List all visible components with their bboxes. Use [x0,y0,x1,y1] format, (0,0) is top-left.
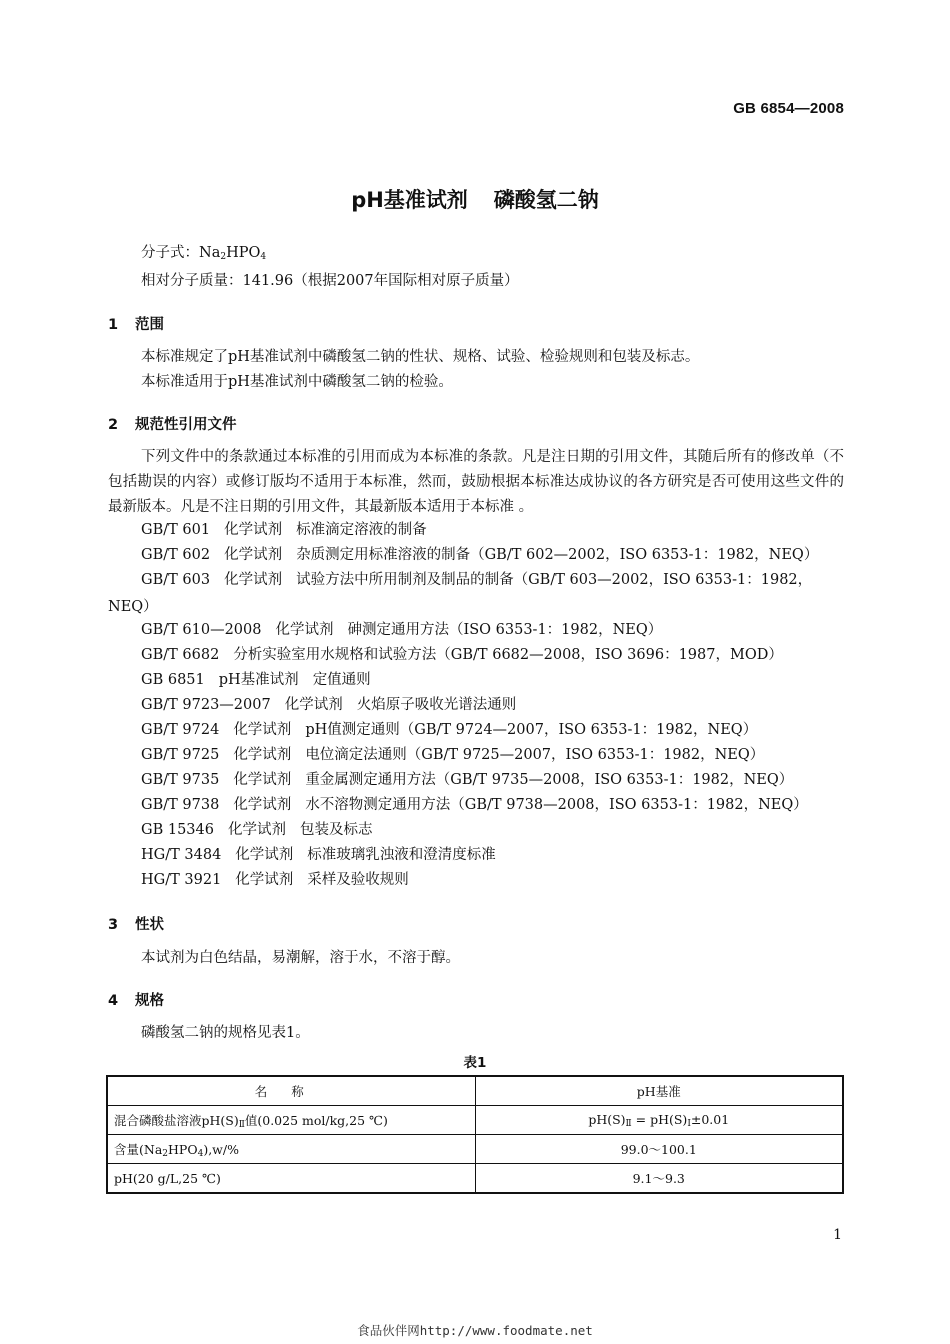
table-header-row [107,1076,843,1106]
reference-publisher: 化学试剂 [275,622,334,638]
reference-publisher: 化学试剂 [233,747,292,763]
section-1-paragraph-1: 本标准规定了pH基准试剂中磷酸氢二钠的性状、规格、试验、检验规则和包装及标志。 [141,349,700,365]
reference-continuation: NEQ） [108,599,158,615]
reference-title: 试验方法中所用制剂及制品的制备（GB/T 603—2002，ISO 6353-1：1982， [296,572,813,588]
reference-title: 分析实验室用水规格和试验方法（GB/T 6682—2008，ISO 3696：1987，MOD） [233,647,783,663]
section-2-heading [108,413,237,434]
table-row [107,1106,843,1135]
reference-publisher: 化学试剂 [224,522,283,538]
row1-val-c: ±0.01 [690,1111,730,1127]
reference-item [141,745,764,765]
title-part-1: pH基准试剂 [351,188,468,212]
reference-publisher: 化学试剂 [284,697,343,713]
row1-name-a: 混合磷酸盐溶液pH(S) [114,1112,239,1128]
reference-item [141,695,516,715]
reference-title: 砷测定通用方法（ISO 6353-1：1982，NEQ） [347,622,663,638]
reference-publisher: 化学试剂 [233,772,292,788]
reference-code: GB/T 9738 [141,797,220,813]
reference-item [141,620,662,640]
reference-publisher: pH基准试剂 [218,672,299,688]
reference-code: HG/T 3921 [141,872,222,888]
section-2-number: 2 [108,417,119,433]
reference-title: 标准滴定溶液的制备 [296,522,427,538]
reference-title: 火焰原子吸收光谱法通则 [356,697,517,713]
section-1-number: 1 [108,317,119,333]
reference-item [141,795,808,815]
row1-name-b: 值(0.025 mol/kg,25 ℃) [244,1112,388,1128]
table-row [107,1135,843,1164]
reference-code: GB/T 9735 [141,772,220,788]
reference-title: 水不溶物测定通用方法（GB/T 9738—2008，ISO 6353-1：1982，NEQ） [305,797,808,813]
reference-item [141,670,371,690]
section-2-title: 规范性引用文件 [135,417,237,433]
section-3-number: 3 [108,917,119,933]
table-cell-value: 9.1～9.3 [475,1164,843,1194]
reference-item [141,845,496,865]
section-1-heading [108,313,164,334]
row2-name-b: HPO [168,1141,198,1157]
reference-title: 重金属测定通用方法（GB/T 9735—2008，ISO 6353-1：1982，NEQ） [305,772,794,788]
spec-table [106,1075,844,1194]
reference-code: GB/T 603 [141,572,211,588]
reference-code: GB/T 601 [141,522,211,538]
page-number: 1 [833,1227,842,1243]
table-caption: 表1 [463,1055,487,1071]
reference-publisher: 化学试剂 [233,722,292,738]
row1-val-a: pH(S) [588,1111,626,1127]
molecular-mass: 相对分子质量：141.96（根据2007年国际相对原子质量） [141,273,519,289]
table-header-ph: pH基准 [475,1076,843,1106]
title-part-2: 磷酸氢二钠 [493,188,599,212]
row1-name-sub: Ⅱ [238,1119,245,1130]
reference-title: 包装及标志 [299,822,373,838]
reference-publisher: 化学试剂 [224,572,283,588]
reference-code: GB/T 602 [141,547,211,563]
reference-code: GB/T 9725 [141,747,220,763]
reference-code: GB/T 6682 [141,647,220,663]
row1-val-b: = pH(S) [631,1111,688,1127]
table-header-name: 名称 [107,1076,475,1106]
section-4-paragraph: 磷酸氢二钠的规格见表1。 [141,1025,310,1041]
reference-title: pH值测定通则（GB/T 9724—2007，ISO 6353-1：1982，NEQ） [305,722,758,738]
formula-hpo: HPO [226,245,261,261]
reference-item [141,820,372,840]
molecular-formula [141,243,266,267]
table-cell-value [475,1106,843,1135]
reference-item [141,520,427,540]
reference-code: HG/T 3484 [141,847,222,863]
row2-name-c: ),w/% [203,1141,239,1157]
footer-watermark: 食品伙伴网http://www.foodmate.net [357,1323,593,1338]
formula-na-sub: 2 [220,252,227,262]
reference-publisher: 化学试剂 [224,547,283,563]
table-cell-name [107,1106,475,1135]
formula-label: 分子式： [141,245,199,261]
reference-title: 杂质测定用标准溶液的制备（GB/T 602—2002，ISO 6353-1：1982，NEQ） [296,547,819,563]
table-cell-name [107,1135,475,1164]
reference-publisher: 化学试剂 [235,847,294,863]
reference-item [141,645,783,665]
reference-title: 定值通则 [312,672,371,688]
reference-code: GB 15346 [141,822,214,838]
document-title [0,184,950,214]
row1-val-sub1: Ⅱ [625,1118,632,1129]
reference-code: GB 6851 [141,672,205,688]
section-1-paragraph-2: 本标准适用于pH基准试剂中磷酸氢二钠的检验。 [141,374,453,390]
reference-title: 标准玻璃乳浊液和澄清度标准 [307,847,496,863]
row1-val-sub2: Ⅰ [687,1118,691,1129]
reference-item [141,570,812,590]
reference-code: GB/T 9723—2007 [141,697,271,713]
section-3-title: 性状 [135,917,164,933]
reference-item [141,720,757,740]
table-cell-name: pH(20 g/L,25 ℃) [107,1164,475,1194]
section-2-intro: 下列文件中的条款通过本标准的引用而成为本标准的条款。凡是注日期的引用文件，其随后所有的修改单（不包括勘误的内容）或修订版均不适用于本标准，然而，鼓励根据本标准达成协议的各方研究是否可使用这些文件的最新版本。凡是不注日期的引用文件，其最新版本适用于本标准 。 [108,449,844,515]
row2-name-sub2: 4 [197,1148,204,1159]
section-1-title: 范围 [135,317,164,333]
section-4-heading [108,989,164,1010]
standard-code: GB 6854—2008 [733,100,844,117]
reference-publisher: 化学试剂 [233,797,292,813]
reference-title: 电位滴定法通则（GB/T 9725—2007，ISO 6353-1：1982，NEQ） [305,747,765,763]
reference-title: 采样及验收规则 [307,872,409,888]
reference-publisher: 化学试剂 [227,822,286,838]
table-row [107,1164,843,1194]
reference-code: GB/T 9724 [141,722,220,738]
reference-item [141,870,409,890]
row2-name-a: 含量(Na [114,1141,163,1157]
reference-item [141,545,818,565]
formula-na: Na [199,245,221,261]
reference-publisher: 化学试剂 [235,872,294,888]
formula-hpo-sub: 4 [260,252,267,262]
section-4-title: 规格 [135,993,164,1009]
section-3-heading [108,913,164,934]
section-4-number: 4 [108,993,119,1009]
table-cell-value: 99.0～100.1 [475,1135,843,1164]
reference-code: GB/T 610—2008 [141,622,262,638]
reference-item [141,770,793,790]
section-3-paragraph: 本试剂为白色结晶，易潮解，溶于水，不溶于醇。 [141,950,460,966]
row2-name-sub: 2 [162,1148,169,1159]
